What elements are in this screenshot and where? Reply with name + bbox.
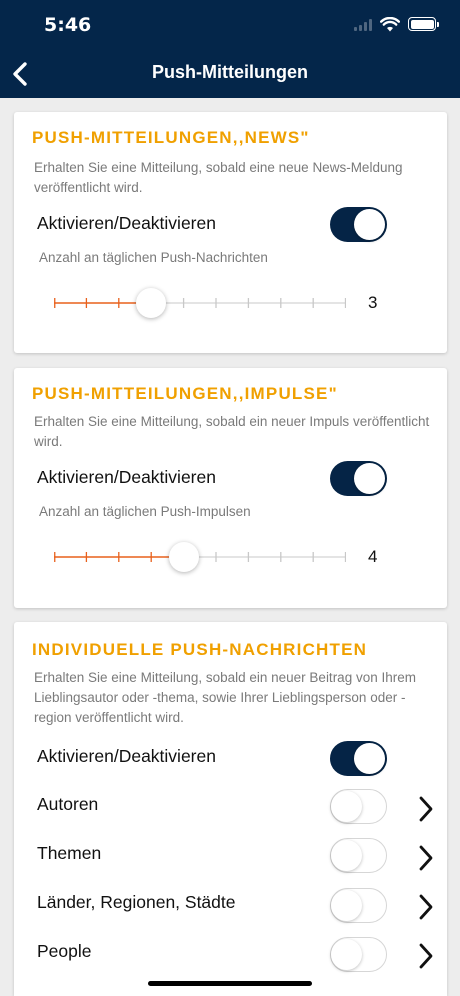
list-item-label-people: People bbox=[37, 941, 92, 961]
impulse-count-value: 4 bbox=[368, 547, 378, 566]
chevron-right-icon[interactable] bbox=[417, 795, 435, 823]
impulse-description: Erhalten Sie eine Mitteilung, sobald ein neuer Impuls veröffentlicht wird. bbox=[34, 414, 430, 449]
home-indicator bbox=[148, 981, 312, 986]
chevron-right-icon[interactable] bbox=[417, 844, 435, 872]
slider-thumb[interactable] bbox=[169, 542, 199, 572]
impulse-card bbox=[14, 368, 447, 608]
navigation-bar bbox=[0, 0, 460, 98]
news-toggle-label: Aktivieren/Deaktivieren bbox=[37, 213, 216, 233]
cellular-signal-icon bbox=[354, 17, 372, 31]
news-description: Erhalten Sie eine Mitteilung, sobald eine neue News-Meldung veröffentlicht wird. bbox=[34, 160, 403, 195]
battery-icon bbox=[408, 17, 436, 31]
list-item-label-regionen: Länder, Regionen, Städte bbox=[37, 892, 236, 912]
impulse-title: PUSH-MITTEILUNGEN,,IMPULSE" bbox=[32, 384, 338, 403]
slider-thumb[interactable] bbox=[136, 288, 166, 318]
individual-description: Erhalten Sie eine Mitteilung, sobald ein neuer Beitrag von Ihrem Lieblingsautor oder -thema, sowie Ihrer Lieblingsperson oder -region veröffentlicht wird. bbox=[34, 670, 416, 725]
status-time: 5:46 bbox=[44, 14, 92, 36]
news-title: PUSH-MITTEILUNGEN,,NEWS" bbox=[32, 128, 310, 147]
news-toggle[interactable] bbox=[330, 207, 387, 242]
news-card bbox=[14, 112, 447, 353]
impulse-toggle[interactable] bbox=[330, 461, 387, 496]
impulse-toggle-label: Aktivieren/Deaktivieren bbox=[37, 467, 216, 487]
themen-toggle[interactable] bbox=[330, 838, 387, 873]
news-count-value: 3 bbox=[368, 293, 378, 312]
individual-toggle[interactable] bbox=[330, 741, 387, 776]
impulse-count-label: Anzahl an täglichen Push-Impulsen bbox=[39, 504, 251, 519]
page-title: Push-Mitteilungen bbox=[152, 62, 308, 82]
individual-title: INDIVIDUELLE PUSH-NACHRICHTEN bbox=[32, 640, 368, 659]
individual-toggle-label: Aktivieren/Deaktivieren bbox=[37, 746, 216, 766]
list-item-label-autoren: Autoren bbox=[37, 794, 99, 814]
autoren-toggle[interactable] bbox=[330, 789, 387, 824]
list-item-label-themen: Themen bbox=[37, 843, 102, 863]
regionen-toggle[interactable] bbox=[330, 888, 387, 923]
status-icons bbox=[354, 14, 436, 34]
individual-card bbox=[14, 622, 447, 996]
news-count-label: Anzahl an täglichen Push-Nachrichten bbox=[39, 250, 268, 265]
chevron-right-icon[interactable] bbox=[417, 942, 435, 970]
news-count-slider[interactable] bbox=[54, 283, 346, 323]
impulse-count-slider[interactable] bbox=[54, 537, 346, 577]
wifi-icon bbox=[380, 17, 400, 32]
people-toggle[interactable] bbox=[330, 937, 387, 972]
chevron-right-icon[interactable] bbox=[417, 893, 435, 921]
